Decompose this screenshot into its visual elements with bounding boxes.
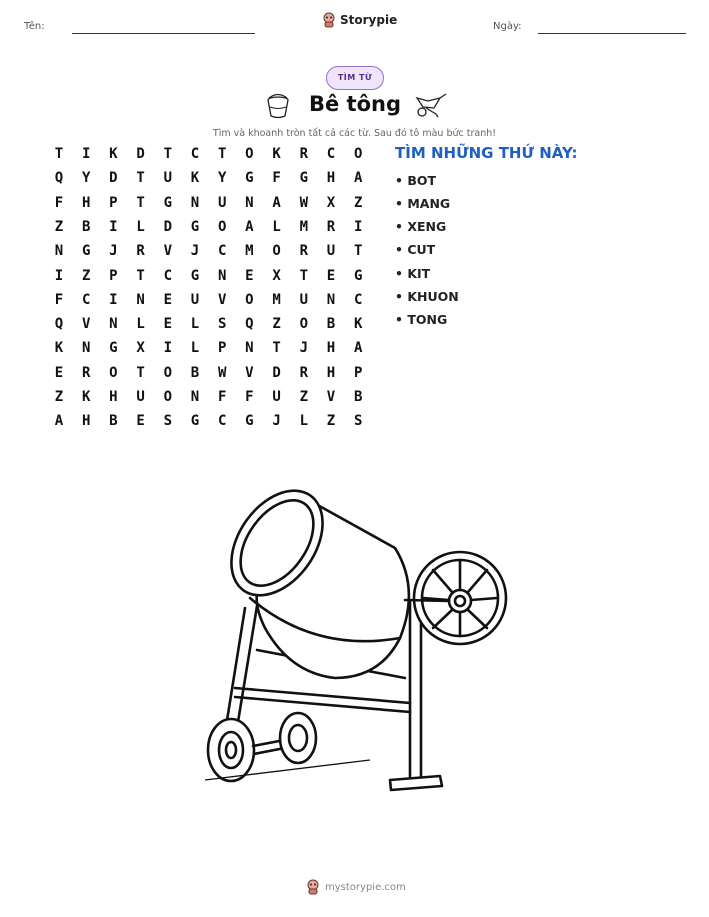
cement-mixer-illustration: [195, 488, 515, 803]
grid-letter[interactable]: L: [272, 218, 281, 235]
grid-letter[interactable]: G: [163, 194, 173, 211]
grid-letter[interactable]: O: [163, 364, 173, 381]
category-badge: TÌM TỪ: [326, 66, 384, 90]
grid-letter[interactable]: O: [163, 389, 173, 405]
grid-letter[interactable]: U: [272, 389, 281, 405]
grid-letter[interactable]: Q: [245, 316, 254, 333]
date-label: Ngày:: [493, 21, 522, 32]
grid-letter[interactable]: L: [190, 316, 200, 333]
grid-letter[interactable]: G: [245, 170, 254, 187]
grid-letter[interactable]: X: [136, 340, 145, 357]
grid-letter[interactable]: P: [109, 267, 118, 284]
grid-letter[interactable]: B: [81, 218, 91, 235]
grid-letter[interactable]: F: [54, 291, 64, 308]
grid-letter[interactable]: R: [326, 218, 336, 235]
grid-letter[interactable]: O: [109, 364, 118, 381]
brand-logo: [322, 12, 397, 28]
grid-letter[interactable]: W: [299, 194, 309, 211]
grid-letter[interactable]: S: [163, 413, 173, 430]
grid-letter[interactable]: B: [190, 364, 200, 381]
grid-letter[interactable]: N: [326, 291, 336, 308]
grid-letter[interactable]: N: [54, 243, 64, 260]
grid-letter[interactable]: F: [54, 194, 64, 211]
grid-letter[interactable]: R: [136, 243, 145, 260]
grid-letter[interactable]: P: [109, 194, 118, 211]
grid-letter[interactable]: K: [81, 389, 91, 405]
grid-letter[interactable]: B: [326, 316, 336, 333]
brand-name: Storypie: [340, 13, 398, 27]
grid-letter[interactable]: C: [217, 243, 227, 260]
name-label: Tên:: [24, 21, 45, 32]
grid-letter[interactable]: C: [217, 413, 227, 430]
grid-letter[interactable]: E: [163, 291, 173, 308]
grid-letter[interactable]: H: [109, 389, 118, 405]
grid-letter[interactable]: H: [326, 364, 336, 381]
grid-letter[interactable]: D: [272, 364, 281, 381]
grid-letter[interactable]: I: [353, 218, 363, 235]
grid-letter[interactable]: B: [353, 389, 363, 405]
find-word: • MANG: [395, 196, 451, 211]
grid-letter[interactable]: G: [109, 340, 118, 357]
grid-letter[interactable]: N: [245, 340, 254, 357]
grid-letter[interactable]: C: [326, 146, 336, 162]
grid-letter[interactable]: S: [217, 316, 227, 333]
grid-letter[interactable]: R: [299, 146, 309, 162]
grid-letter[interactable]: T: [54, 146, 64, 162]
grid-letter[interactable]: Y: [81, 170, 91, 187]
grid-letter[interactable]: Z: [326, 413, 336, 430]
grid-letter[interactable]: I: [54, 267, 64, 284]
grid-letter[interactable]: T: [217, 146, 227, 162]
grid-letter[interactable]: K: [353, 316, 363, 333]
grid-letter[interactable]: V: [217, 291, 227, 308]
grid-letter[interactable]: J: [109, 243, 118, 260]
grid-letter[interactable]: P: [353, 364, 363, 381]
grid-letter[interactable]: O: [353, 146, 363, 162]
grid-letter[interactable]: Z: [299, 389, 309, 405]
grid-letter[interactable]: C: [190, 146, 200, 162]
grid-letter[interactable]: T: [163, 146, 173, 162]
grid-letter[interactable]: C: [163, 267, 173, 284]
grid-letter[interactable]: U: [326, 243, 336, 260]
grid-letter[interactable]: N: [217, 267, 227, 284]
grid-letter[interactable]: E: [245, 267, 254, 284]
grid-letter[interactable]: T: [136, 364, 145, 381]
grid-letter[interactable]: L: [136, 218, 145, 235]
grid-letter[interactable]: R: [299, 243, 309, 260]
grid-letter[interactable]: P: [217, 340, 227, 357]
grid-letter[interactable]: A: [353, 340, 363, 357]
grid-letter[interactable]: N: [245, 194, 254, 211]
bucket-icon: [265, 92, 291, 120]
grid-letter[interactable]: G: [353, 267, 363, 284]
find-word: • BOT: [395, 173, 437, 188]
grid-letter[interactable]: K: [190, 170, 200, 187]
grid-letter[interactable]: K: [272, 146, 281, 162]
grid-letter[interactable]: D: [109, 170, 118, 187]
grid-letter[interactable]: O: [272, 243, 281, 260]
grid-letter[interactable]: G: [81, 243, 91, 260]
name-line[interactable]: [72, 33, 255, 34]
grid-letter[interactable]: I: [109, 291, 118, 308]
grid-letter[interactable]: L: [136, 316, 145, 333]
grid-letter[interactable]: B: [109, 413, 118, 430]
grid-letter[interactable]: H: [81, 194, 91, 211]
grid-letter[interactable]: M: [272, 291, 281, 308]
grid-letter[interactable]: G: [190, 267, 200, 284]
grid-letter[interactable]: Z: [353, 194, 363, 211]
grid-letter[interactable]: A: [353, 170, 363, 187]
grid-letter[interactable]: I: [81, 146, 91, 162]
grid-letter[interactable]: L: [299, 413, 309, 430]
instructions: Tìm và khoanh tròn tất cả các từ. Sau đó tô màu bức tranh!: [212, 128, 497, 139]
grid-letter[interactable]: F: [245, 389, 254, 405]
grid-letter[interactable]: R: [299, 364, 309, 381]
grid-letter[interactable]: N: [109, 316, 118, 333]
grid-letter[interactable]: W: [217, 364, 227, 381]
grid-letter[interactable]: C: [81, 291, 91, 308]
grid-letter[interactable]: A: [54, 413, 64, 430]
grid-letter[interactable]: C: [353, 291, 363, 308]
grid-letter[interactable]: Y: [217, 170, 227, 187]
wheelbarrow-icon: [414, 92, 448, 118]
grid-letter[interactable]: M: [245, 243, 254, 260]
page-title: Bê tông: [308, 92, 401, 116]
find-word: • KIT: [395, 266, 431, 281]
grid-letter[interactable]: N: [81, 340, 91, 357]
find-word: • XENG: [395, 219, 447, 234]
grid-letter[interactable]: H: [326, 340, 336, 357]
find-word: • CUT: [395, 242, 436, 257]
grid-letter[interactable]: Z: [54, 389, 64, 405]
grid-letter[interactable]: T: [353, 243, 363, 260]
grid-letter[interactable]: T: [136, 194, 145, 211]
grid-letter[interactable]: F: [217, 389, 227, 405]
grid-letter[interactable]: J: [272, 413, 281, 430]
storypie-mascot-icon: [322, 12, 336, 28]
grid-letter[interactable]: H: [326, 170, 336, 187]
footer-link[interactable]: mystorypie.com: [325, 881, 406, 893]
grid-letter[interactable]: A: [272, 194, 281, 211]
grid-letter[interactable]: J: [190, 243, 200, 260]
grid-letter[interactable]: I: [109, 218, 118, 235]
grid-letter[interactable]: O: [245, 146, 254, 162]
footer: [306, 879, 406, 895]
grid-letter[interactable]: J: [299, 340, 309, 357]
storypie-mascot-icon: [306, 879, 320, 895]
grid-letter[interactable]: K: [109, 146, 118, 162]
grid-letter[interactable]: U: [299, 291, 309, 308]
grid-letter[interactable]: G: [245, 413, 254, 430]
grid-letter[interactable]: S: [353, 413, 363, 430]
grid-letter[interactable]: M: [299, 218, 309, 235]
date-line[interactable]: [538, 33, 686, 34]
grid-letter[interactable]: N: [190, 389, 200, 405]
grid-letter[interactable]: Q: [54, 316, 64, 333]
grid-letter[interactable]: X: [326, 194, 336, 211]
grid-letter[interactable]: O: [245, 291, 254, 308]
grid-letter[interactable]: U: [163, 170, 173, 187]
grid-letter[interactable]: R: [81, 364, 91, 381]
find-word: • KHUON: [395, 289, 459, 304]
grid-letter[interactable]: H: [81, 413, 91, 430]
grid-letter[interactable]: Z: [81, 267, 91, 284]
grid-letter[interactable]: E: [54, 364, 64, 381]
grid-letter[interactable]: A: [245, 218, 254, 235]
grid-letter[interactable]: L: [190, 340, 200, 357]
grid-letter[interactable]: V: [81, 316, 91, 333]
grid-letter[interactable]: U: [217, 194, 227, 211]
find-word: • TONG: [395, 312, 448, 327]
grid-letter[interactable]: Z: [272, 316, 281, 333]
grid-letter[interactable]: G: [190, 218, 200, 235]
grid-letter[interactable]: V: [163, 243, 173, 260]
grid-letter[interactable]: E: [136, 413, 145, 430]
grid-letter[interactable]: X: [272, 267, 281, 284]
grid-letter[interactable]: G: [190, 413, 200, 430]
grid-letter[interactable]: U: [190, 291, 200, 308]
grid-letter[interactable]: T: [272, 340, 281, 357]
grid-letter[interactable]: O: [299, 316, 309, 333]
grid-letter[interactable]: E: [326, 267, 336, 284]
grid-letter[interactable]: F: [272, 170, 281, 187]
grid-letter[interactable]: Z: [54, 218, 64, 235]
grid-letter[interactable]: I: [163, 340, 173, 357]
grid-letter[interactable]: K: [54, 340, 64, 357]
grid-letter[interactable]: T: [136, 170, 145, 187]
grid-letter[interactable]: D: [136, 146, 145, 162]
grid-letter[interactable]: T: [136, 267, 145, 284]
grid-letter[interactable]: G: [299, 170, 309, 187]
grid-letter[interactable]: N: [190, 194, 200, 211]
grid-letter[interactable]: O: [217, 218, 227, 235]
grid-letter[interactable]: N: [136, 291, 145, 308]
grid-letter[interactable]: V: [326, 389, 336, 405]
grid-letter[interactable]: E: [163, 316, 173, 333]
grid-letter[interactable]: U: [136, 389, 145, 405]
find-list-title: TÌM NHỮNG THỨ NÀY:: [395, 144, 578, 162]
grid-letter[interactable]: D: [163, 218, 173, 235]
grid-letter[interactable]: V: [245, 364, 254, 381]
grid-letter[interactable]: T: [299, 267, 309, 284]
grid-letter[interactable]: Q: [54, 170, 64, 187]
